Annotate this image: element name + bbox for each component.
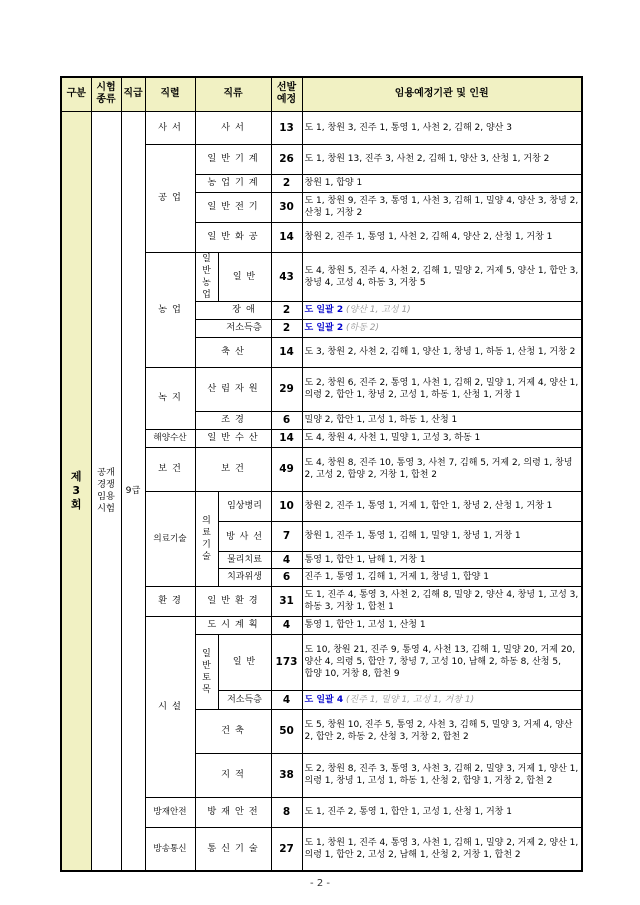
table-row xyxy=(61,111,582,144)
count-cell: 6 xyxy=(271,569,302,586)
subtype-label: 일 반 xyxy=(218,635,271,691)
type-cell xyxy=(195,252,271,301)
orgs-cell: 도 2, 창원 8, 진주 3, 통영 3, 사천 3, 김해 2, 밀양 3, 거제 1, 양산 1, 의령 1, 창녕 1, 고성 1, 하동 1, 산청 2, 합양 1, 거창 2, 합천 2 xyxy=(302,753,582,797)
count-cell: 38 xyxy=(271,753,302,797)
orgs-cell: 도 5, 창원 10, 진주 5, 통영 2, 사천 3, 김해 5, 밀양 3, 거제 4, 양산 2, 합안 2, 하동 2, 산청 3, 거창 2, 합천 2 xyxy=(302,709,582,753)
series-cell: 녹 지 xyxy=(145,367,195,429)
count-cell: 2 xyxy=(271,319,302,337)
count-cell: 2 xyxy=(271,301,302,319)
count-cell: 14 xyxy=(271,429,302,447)
count-cell: 49 xyxy=(271,447,302,491)
count-cell: 4 xyxy=(271,691,302,709)
type-cell: 장 애 xyxy=(195,301,271,319)
subgroup-label: 의료기술 xyxy=(196,492,219,586)
subgroup xyxy=(196,253,271,301)
orgs-cell: 도 10, 창원 21, 진주 9, 통영 4, 사천 13, 김해 1, 밀양 20, 거제 20, 양산 4, 의령 5, 합안 7, 창녕 7, 고성 10, 남해 2, 하동 8, 산청 5, 합양 10, 거창 8, 합천 9 xyxy=(302,634,582,691)
type-cell: 지 적 xyxy=(195,753,271,797)
orgs-blue: 도 일괄 2 xyxy=(304,305,344,315)
orgs-cell: 창원 1, 진주 1, 통영 1, 김해 1, 밀양 1, 창녕 1, 거창 1 xyxy=(302,521,582,551)
orgs-cell xyxy=(302,301,582,319)
orgs-cell: 창원 1, 합양 1 xyxy=(302,174,582,192)
count-cell: 13 xyxy=(271,111,302,144)
series-cell: 방재안전 xyxy=(145,797,195,827)
count-cell: 8 xyxy=(271,797,302,827)
series-cell: 농 업 xyxy=(145,252,195,367)
orgs-cell: 도 4, 창원 5, 진주 4, 사천 2, 김해 1, 밀양 2, 거제 5, 양산 1, 합안 3, 창녕 4, 고성 4, 하동 3, 거창 5 xyxy=(302,252,582,301)
header-grade: 직급 xyxy=(121,77,145,111)
orgs-cell: 통영 1, 합안 1, 남해 1, 거창 1 xyxy=(302,552,582,569)
count-cell: 10 xyxy=(271,491,302,521)
header-gubun: 구분 xyxy=(61,77,91,111)
header-orgs: 임용예정기관 및 인원 xyxy=(302,77,582,111)
orgs-blue: 도 일괄 2 xyxy=(304,323,344,333)
orgs-cell: 도 4, 창원 8, 진주 10, 통영 3, 사천 7, 김해 5, 거제 2, 의령 1, 창녕 2, 고성 2, 합양 2, 거창 1, 합천 2 xyxy=(302,447,582,491)
type-cell: 조 경 xyxy=(195,411,271,429)
count-cell: 2 xyxy=(271,174,302,192)
type-cell: 일 반 환 경 xyxy=(195,586,271,616)
series-cell: 시 설 xyxy=(145,616,195,797)
orgs-gray: (양산 1, 고성 1) xyxy=(346,305,411,315)
type-cell: 축 산 xyxy=(195,337,271,367)
series-cell: 해양수산 xyxy=(145,429,195,447)
orgs-cell: 창원 2, 진주 1, 통영 1, 사천 2, 김해 4, 양산 2, 산청 1, 거창 1 xyxy=(302,222,582,252)
orgs-cell: 도 4, 창원 4, 사천 1, 밀양 1, 고성 3, 하동 1 xyxy=(302,429,582,447)
type-cell: 농 업 기 계 xyxy=(195,174,271,192)
count-cell: 6 xyxy=(271,411,302,429)
type-cell: 일 반 수 산 xyxy=(195,429,271,447)
count-cell: 14 xyxy=(271,222,302,252)
header-type: 직류 xyxy=(195,77,271,111)
count-cell: 50 xyxy=(271,709,302,753)
count-cell: 43 xyxy=(271,252,302,301)
orgs-gray: (하동 2) xyxy=(346,323,379,333)
orgs-cell xyxy=(302,691,582,709)
type-cell: 저소득층 xyxy=(195,319,271,337)
count-cell: 27 xyxy=(271,827,302,871)
subtype-label: 방 사 선 xyxy=(218,522,271,552)
series-cell: 의료기술 xyxy=(145,491,195,586)
orgs-cell: 도 1, 창원 9, 진주 3, 통영 1, 사천 3, 김해 1, 밀양 4, 양산 3, 창녕 2, 산청 1, 거창 2 xyxy=(302,192,582,222)
type-cell: 일 반 기 계 xyxy=(195,144,271,174)
header-count: 선발 예정 xyxy=(271,77,302,111)
round-cell: 제3회 xyxy=(61,111,91,871)
type-cell: 도 시 계 획 xyxy=(195,616,271,634)
type-cell xyxy=(195,634,271,709)
orgs-blue: 도 일괄 4 xyxy=(304,694,344,705)
count-cell: 30 xyxy=(271,192,302,222)
orgs-cell: 도 2, 창원 6, 진주 2, 통영 1, 사천 1, 김해 2, 밀양 1, 거제 4, 양산 1, 의령 2, 합안 1, 창녕 2, 고성 1, 하동 1, 산청 1, 거창 1 xyxy=(302,367,582,411)
series-cell: 보 건 xyxy=(145,447,195,491)
subtype-label: 저소득층 xyxy=(227,694,262,705)
type-cell: 산 림 자 원 xyxy=(195,367,271,411)
subgroup xyxy=(196,492,271,586)
count-cell: 7 xyxy=(271,521,302,551)
type-cell: 일 반 전 기 xyxy=(195,192,271,222)
type-cell: 사 서 xyxy=(195,111,271,144)
orgs-cell: 밀양 2, 합안 1, 고성 1, 하동 1, 산청 1 xyxy=(302,411,582,429)
recruitment-table xyxy=(60,76,583,872)
count-cell: 26 xyxy=(271,144,302,174)
subgroup-label: 일반농업 xyxy=(202,253,211,300)
orgs-cell: 도 3, 창원 2, 사천 2, 김해 1, 양산 1, 창녕 1, 하동 1, 산청 1, 거창 2 xyxy=(302,337,582,367)
count-cell: 173 xyxy=(271,634,302,691)
page-number: - 2 - xyxy=(310,878,330,889)
series-cell: 방송통신 xyxy=(145,827,195,871)
orgs-gray: (진주 1, 밀양 1, 고성 1, 거창 1) xyxy=(346,694,475,705)
header-exam-type: 시험 종류 xyxy=(91,77,121,111)
type-cell: 일 반 화 공 xyxy=(195,222,271,252)
header-row xyxy=(61,77,582,111)
orgs-cell: 진주 1, 통영 1, 김해 1, 거제 1, 창녕 1, 합양 1 xyxy=(302,569,582,586)
series-cell: 사 서 xyxy=(145,111,195,144)
type-cell: 방 재 안 전 xyxy=(195,797,271,827)
count-cell: 4 xyxy=(271,616,302,634)
orgs-cell: 통영 1, 합안 1, 고성 1, 산청 1 xyxy=(302,616,582,634)
subgroup xyxy=(196,635,271,709)
type-cell: 건 축 xyxy=(195,709,271,753)
count-cell: 29 xyxy=(271,367,302,411)
orgs-cell: 도 1, 창원 3, 진주 1, 통영 1, 사천 2, 김해 2, 양산 3 xyxy=(302,111,582,144)
count-cell: 4 xyxy=(271,552,302,569)
count-cell: 31 xyxy=(271,586,302,616)
orgs-cell: 도 1, 진주 4, 통영 3, 사천 2, 김해 8, 밀양 2, 양산 4, 창녕 1, 고성 3, 하동 3, 거창 1, 합천 1 xyxy=(302,586,582,616)
type-cell: 통 신 기 술 xyxy=(195,827,271,871)
series-cell: 공 업 xyxy=(145,144,195,252)
header-series: 직렬 xyxy=(145,77,195,111)
orgs-cell: 도 1, 창원 13, 진주 3, 사천 2, 김해 1, 양산 3, 산청 1, 거창 2 xyxy=(302,144,582,174)
type-cell: 보 건 xyxy=(195,447,271,491)
subtype-label: 치과위생 xyxy=(227,572,262,583)
type-cell xyxy=(195,491,271,586)
subtype-label: 임상병리 xyxy=(218,492,271,522)
series-cell: 환 경 xyxy=(145,586,195,616)
orgs-cell xyxy=(302,319,582,337)
subgroup-label: 일반토목 xyxy=(196,635,219,709)
orgs-cell: 도 1, 창원 1, 진주 4, 통영 3, 사천 1, 김해 1, 밀양 2, 거제 2, 양산 1, 의령 1, 합안 2, 고성 2, 남해 1, 산청 2, 거창 1, 합천 2 xyxy=(302,827,582,871)
subtype-label: 일 반 xyxy=(218,253,271,301)
exam-type-cell: 공개경쟁임용시험 xyxy=(91,111,121,871)
grade-cell: 9급 xyxy=(121,111,145,871)
orgs-cell: 도 1, 진주 2, 통영 1, 합안 1, 고성 1, 산청 1, 거창 1 xyxy=(302,797,582,827)
orgs-cell: 창원 2, 진주 1, 통영 1, 거제 1, 합안 1, 창녕 2, 산청 1, 거창 1 xyxy=(302,491,582,521)
subtype-label: 물리치료 xyxy=(218,552,271,569)
count-cell: 14 xyxy=(271,337,302,367)
